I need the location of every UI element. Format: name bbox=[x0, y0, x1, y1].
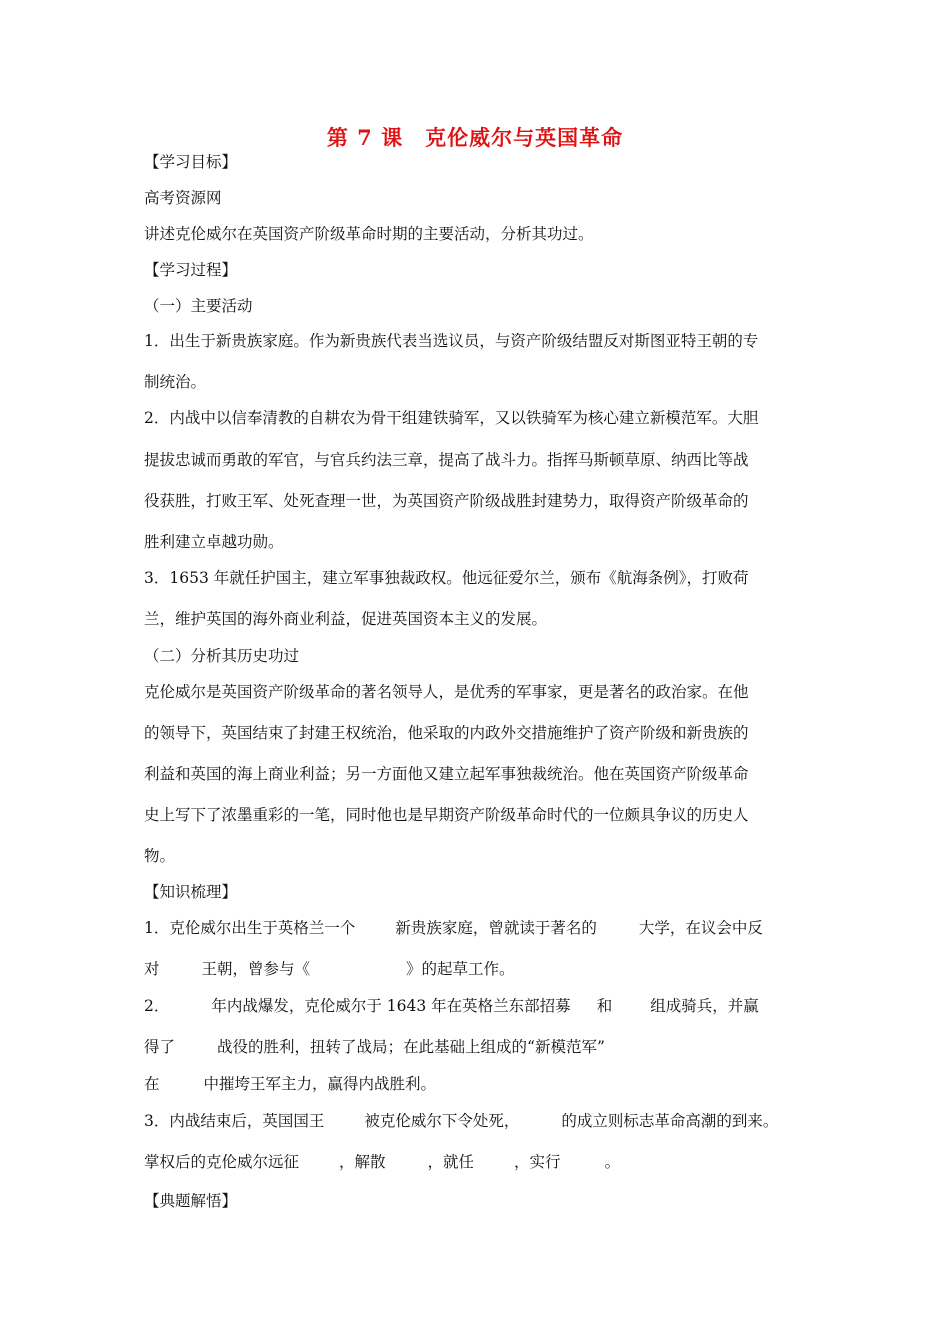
lesson-title: 第 7 课 克伦威尔与英国革命 bbox=[326, 125, 624, 150]
text-segment: 和 bbox=[596, 997, 613, 1015]
fill-blank-line bbox=[144, 1037, 824, 1057]
text-segment: 。 bbox=[604, 1153, 621, 1171]
text-segment: ，就任 bbox=[427, 1153, 475, 1171]
paragraph-line: 制统治。 bbox=[144, 373, 207, 391]
paragraph-line: 役获胜，打败王军、处死查理一世，为英国资产阶级战胜封建势力，取得资产阶级革命的 bbox=[144, 492, 749, 510]
text-segment: 掌权后的克伦威尔远征 bbox=[144, 1153, 300, 1171]
paragraph-line: 3．1653 年就任护国主，建立军事独裁政权。他远征爱尔兰，颁布《航海条例》，打败荷 bbox=[144, 569, 749, 587]
paragraph-line: 胜利建立卓越功勋。 bbox=[144, 533, 284, 551]
text-segment: 战役的胜利，扭转了战局；在此基础上组成的“新模范军” bbox=[217, 1038, 605, 1056]
fill-blank-line bbox=[144, 1111, 824, 1131]
text-segment: 王朝，曾参与《 bbox=[201, 960, 311, 978]
text-segment: 对 bbox=[144, 960, 160, 978]
text-segment: 得了 bbox=[144, 1038, 176, 1056]
section-heading-process: 【学习过程】 bbox=[144, 261, 238, 279]
section-heading-examples: 【典题解悟】 bbox=[144, 1192, 238, 1210]
paragraph-line: 兰，维护英国的海外商业利益，促进英国资本主义的发展。 bbox=[144, 610, 548, 628]
paragraph-line: 1．出生于新贵族家庭。作为新贵族代表当选议员，与资产阶级结盟反对斯图亚特王朝的专 bbox=[144, 332, 759, 350]
text-segment: 中摧垮王军主力，赢得内战胜利。 bbox=[203, 1075, 437, 1093]
text-segment: 新贵族家庭，曾就读于著名的 bbox=[395, 919, 597, 937]
text-segment: 的成立则标志革命高潮的到来。 bbox=[561, 1112, 779, 1130]
text-segment: 》的起草工作。 bbox=[406, 960, 515, 978]
paragraph-line: 提拔忠诚而勇敢的军官，与官兵约法三章，提高了战斗力。指挥马斯顿草原、纳西比等战 bbox=[144, 451, 749, 469]
fill-blank-line bbox=[144, 1074, 824, 1094]
subheading-main-activities: （一）主要活动 bbox=[144, 297, 253, 315]
text-segment: 1．克伦威尔出生于英格兰一个 bbox=[144, 919, 356, 937]
subheading-historical-merits: （二）分析其历史功过 bbox=[144, 647, 300, 665]
text-segment: 被克伦威尔下令处死， bbox=[364, 1112, 520, 1130]
paragraph-line: 克伦威尔是英国资产阶级革命的著名领导人，是优秀的军事家，更是著名的政治家。在他 bbox=[144, 683, 749, 701]
paragraph-line: 史上写下了浓墨重彩的一笔，同时他也是早期资产阶级革命时代的一位颇具争议的历史人 bbox=[144, 806, 749, 824]
objective-text: 讲述克伦威尔在英国资产阶级革命时期的主要活动，分析其功过。 bbox=[144, 225, 594, 243]
paragraph-line: 2．内战中以信奉清教的自耕农为骨干组建铁骑军，又以铁骑军为核心建立新模范军。大胆 bbox=[144, 409, 759, 427]
section-heading-knowledge: 【知识梳理】 bbox=[144, 883, 238, 901]
paragraph-line: 利益和英国的海上商业利益；另一方面他又建立起军事独裁统治。他在英国资产阶级革命 bbox=[144, 765, 749, 783]
text-segment: 组成骑兵，并赢 bbox=[650, 997, 759, 1015]
text-segment: 在 bbox=[144, 1075, 160, 1093]
text-segment: 2． bbox=[144, 997, 170, 1015]
text-segment: 大学，在议会中反 bbox=[638, 919, 763, 937]
text-segment: ，实行 bbox=[514, 1153, 561, 1171]
text-segment: 3．内战结束后，英国国王 bbox=[144, 1112, 325, 1130]
section-heading-objectives: 【学习目标】 bbox=[144, 153, 238, 171]
paragraph-line: 物。 bbox=[144, 847, 176, 865]
fill-blank-line bbox=[144, 996, 824, 1016]
paragraph-line: 的领导下，英国结束了封建王权统治，他采取的内政外交措施维护了资产阶级和新贵族的 bbox=[144, 724, 749, 742]
text-segment: 年内战爆发，克伦威尔于 1643 年在英格兰东部招募 bbox=[211, 997, 571, 1015]
text-segment: ，解散 bbox=[339, 1153, 386, 1171]
fill-blank-line bbox=[144, 959, 824, 979]
fill-blank-line bbox=[144, 918, 824, 938]
fill-blank-line bbox=[144, 1152, 824, 1172]
source-note: 高考资源网 bbox=[144, 189, 222, 207]
